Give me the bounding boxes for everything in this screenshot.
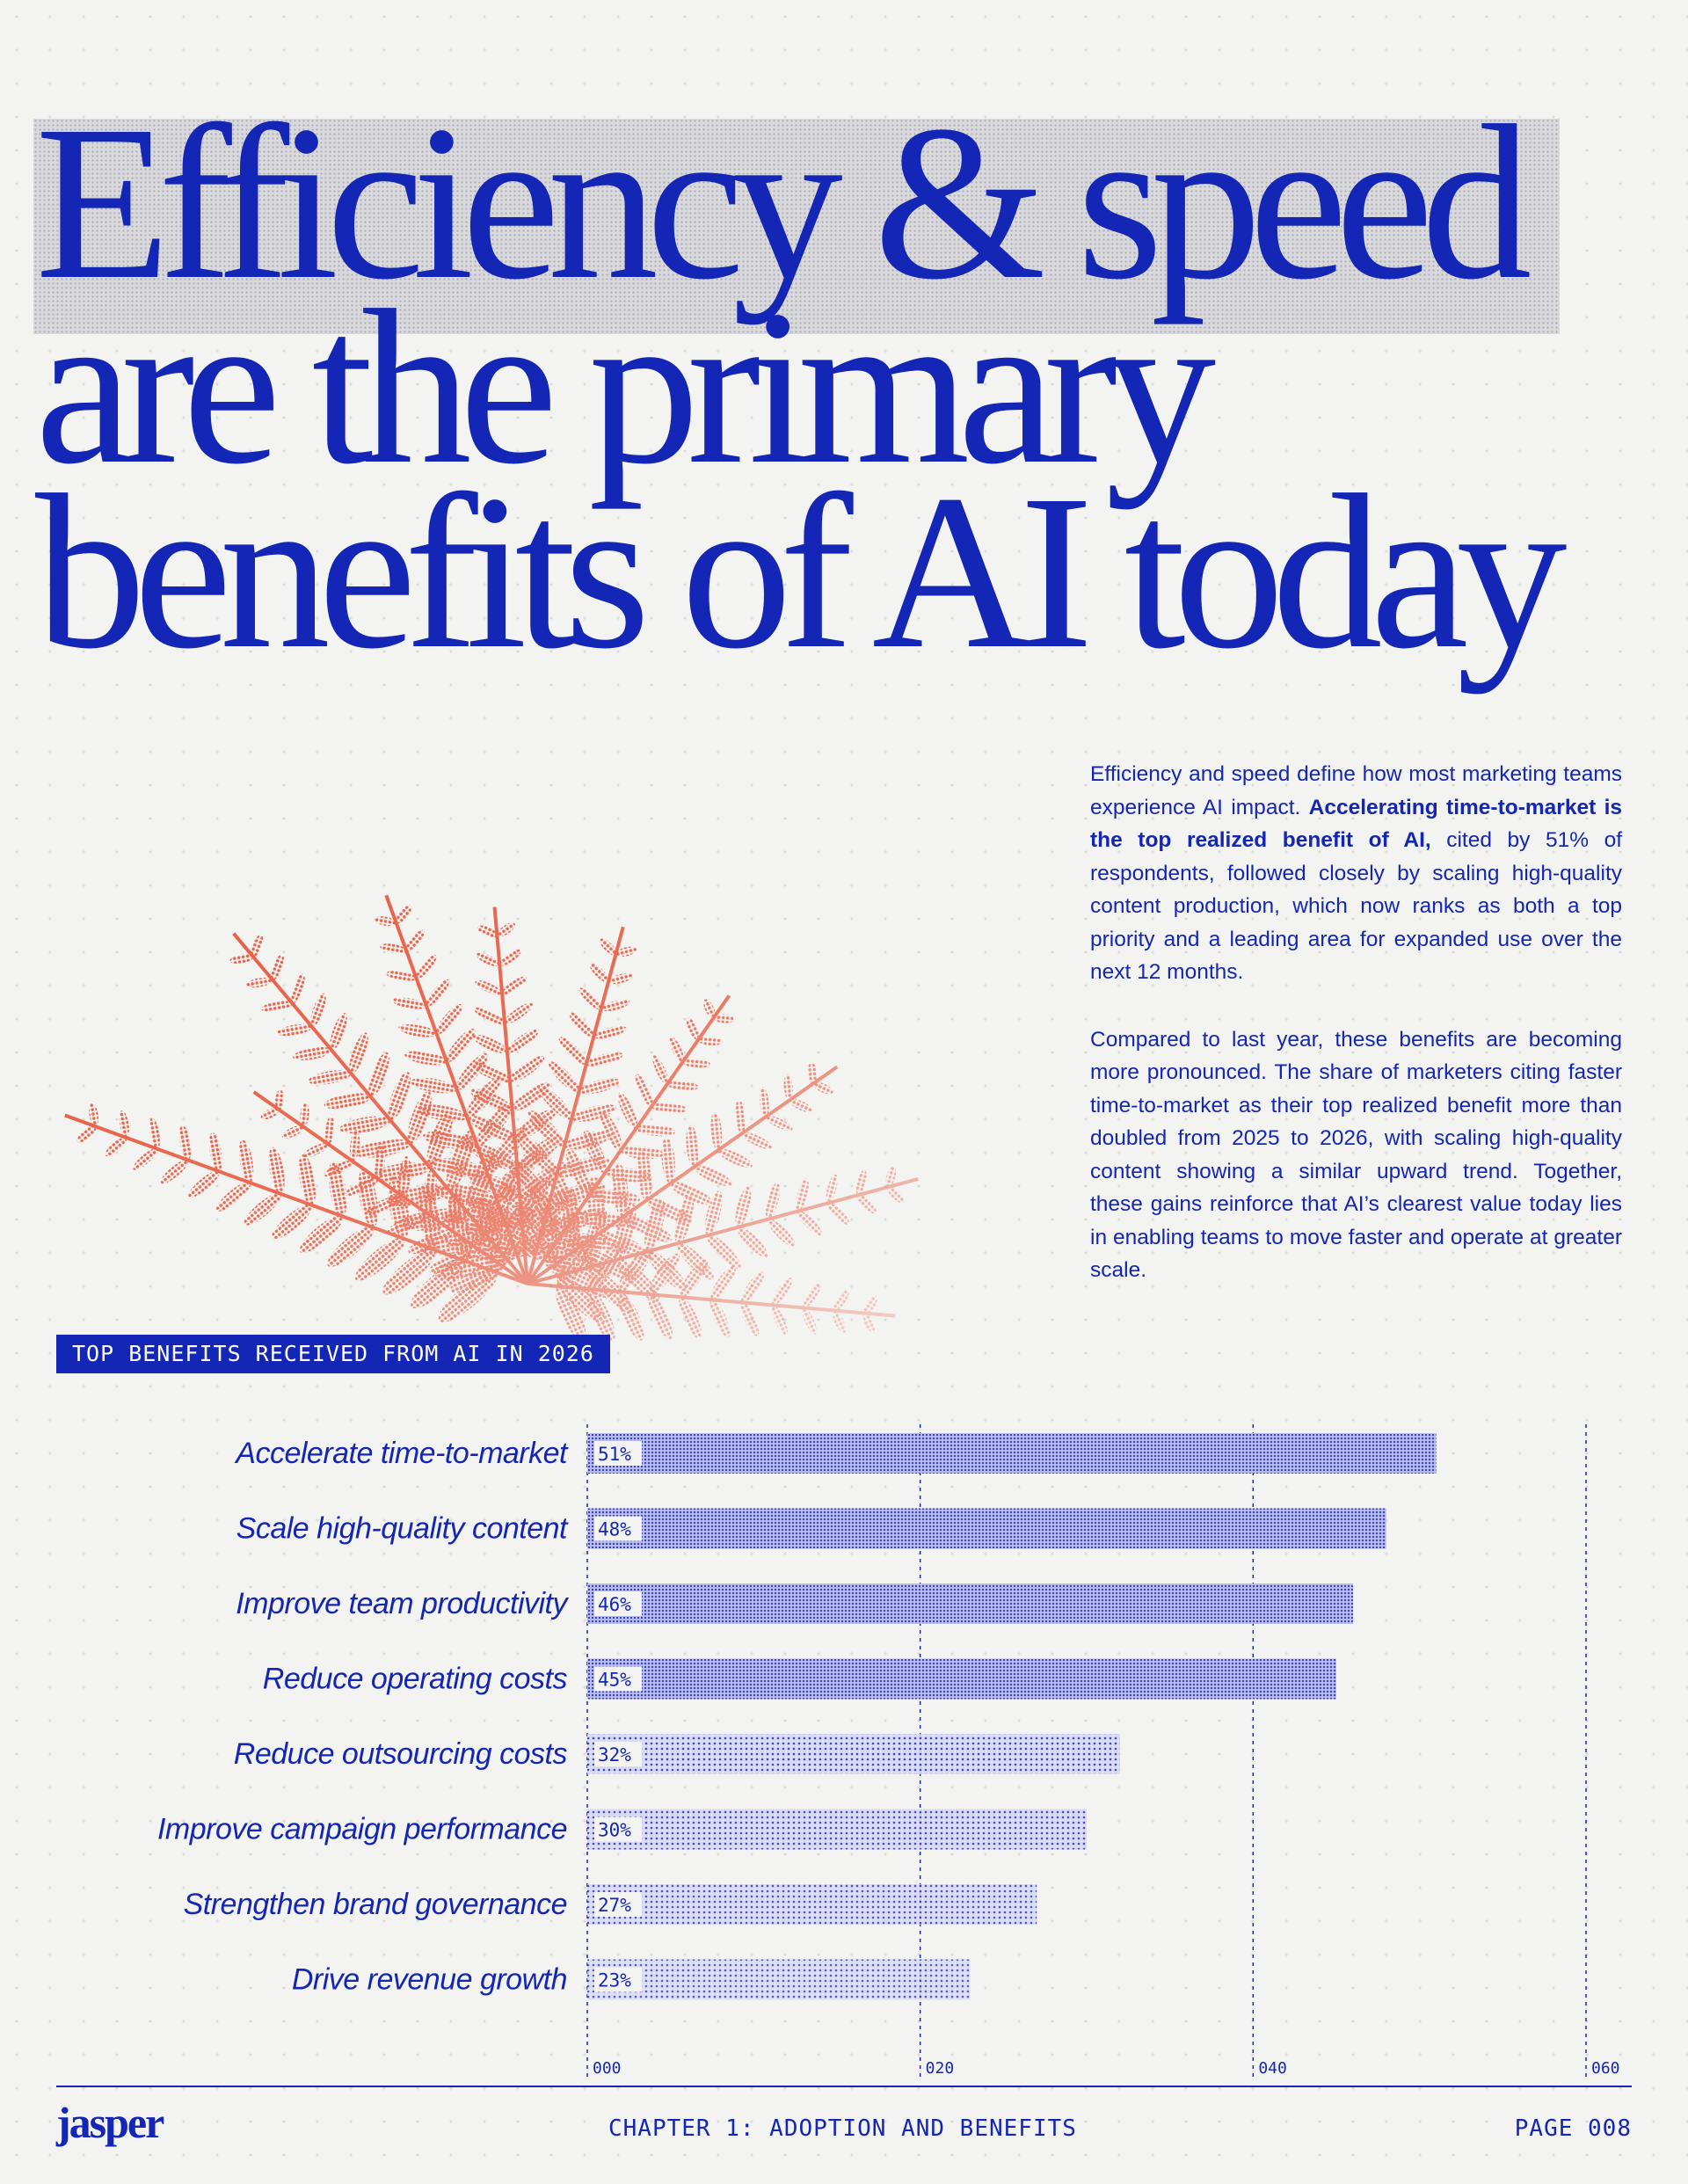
category-label: Strengthen brand governance [183, 1888, 567, 1921]
body-p1-c: cited by 51% of respondents, followed closely by scaling high-quality content production, which now ranks as both a top priority and a leading area for expanded use over the next 12 months. [1090, 828, 1622, 984]
bar [587, 1583, 1353, 1624]
body-p1-a: Efficiency and speed define how most marketing teams experience AI impact. [1090, 762, 1622, 819]
body-text [1090, 758, 1622, 1321]
fern-leaflet [506, 1052, 548, 1086]
fern-leaflet [706, 1297, 734, 1339]
category-label: Reduce outsourcing costs [233, 1737, 567, 1771]
fern-leaflet [666, 1080, 699, 1092]
headline-line-2: are the primary [35, 264, 1204, 510]
fern-leaflet [800, 1282, 824, 1311]
fern-leaflet [675, 1294, 706, 1341]
x-tick-label: 040 [1258, 2059, 1287, 2078]
fern-leaflet [759, 1087, 770, 1117]
jasper-logo: jasper [56, 2098, 164, 2147]
chapter-label: CHAPTER 1: ADOPTION AND BENEFITS [608, 2115, 1077, 2142]
fern-leaflet [659, 1137, 677, 1183]
fern-leaflet [276, 1022, 313, 1038]
fern-leaflet [733, 1223, 771, 1261]
fern-leaflet [685, 1125, 701, 1168]
bar [587, 1960, 970, 2000]
fern-leaflet [504, 1026, 541, 1057]
bar [587, 1734, 1120, 1774]
fern-leaflet [636, 1123, 676, 1138]
fern-leaflet [545, 1058, 583, 1096]
fern-leaflet [470, 1031, 509, 1057]
headline [35, 79, 1662, 695]
bar [587, 1809, 1087, 1850]
fern-leaflet [323, 1090, 372, 1112]
fern-leaflet [410, 1075, 458, 1096]
value-label: 48% [598, 1518, 631, 1540]
value-label: 30% [598, 1819, 631, 1841]
bar [587, 1433, 1437, 1474]
bar-chart [0, 1398, 1688, 2084]
fern-leaflet [707, 1263, 740, 1303]
bar [587, 1884, 1037, 1925]
category-label: Improve campaign performance [156, 1812, 567, 1846]
body-paragraph-2: Compared to last year, these benefits are becoming more pronounced. The share of marketers citing faster time-to-market as their top realized benefit more than doubled from 2025 to 2026, with scaling high-quality content showing a similar upward trend. Together, these gains reinforce that AI’s clearest value today lies in enabling teams to move faster and operate at greater scale. [1090, 1027, 1622, 1282]
chart-title: TOP BENEFITS RECEIVED FROM AI IN 2026 [56, 1335, 610, 1373]
fern-leaflet [769, 1276, 796, 1308]
value-label: 32% [598, 1744, 631, 1765]
category-label: Improve team productivity [236, 1587, 567, 1620]
fern-leaflet [644, 1292, 677, 1343]
category-label: Reduce operating costs [262, 1662, 567, 1696]
x-tick-label: 000 [593, 2059, 622, 2078]
fern-leaflet [266, 1146, 287, 1195]
fern-leaflet [738, 1269, 768, 1306]
fern-leaflet [502, 1000, 535, 1027]
fern-leaflet [338, 1113, 392, 1137]
value-label: 45% [598, 1669, 631, 1691]
value-label: 51% [598, 1444, 631, 1465]
fern-leaflet [734, 1099, 746, 1133]
value-label: 27% [598, 1895, 631, 1916]
category-label: Drive revenue growth [291, 1962, 567, 1997]
bar [587, 1659, 1336, 1700]
headline-line-1: Efficiency & speed [35, 79, 1520, 325]
fern-leaflet [613, 1288, 649, 1343]
fern-illustration [35, 721, 950, 1354]
fern-leaflet [383, 1069, 415, 1123]
footer-divider [56, 2086, 1632, 2087]
headline-line-3: benefits of AI today [35, 448, 1555, 695]
fern-leaflet [651, 1102, 688, 1115]
category-label: Accelerate time-to-market [236, 1437, 567, 1470]
fern-leaflet [499, 973, 528, 998]
fern-leaflet [295, 1154, 318, 1206]
category-label: Scale high-quality content [236, 1511, 567, 1546]
page-number: PAGE 008 [1514, 2115, 1632, 2142]
value-label: 46% [598, 1594, 631, 1615]
fern-leaflet [292, 1045, 333, 1063]
fern-leaflet [709, 1112, 724, 1151]
fern-leaflet [472, 1004, 507, 1027]
fern-leaflet [349, 1129, 361, 1161]
x-tick-label: 020 [925, 2059, 955, 2078]
body-p1-bold: Accelerating time-to-market is the top realized benefit of AI, [1090, 795, 1623, 852]
fern-leaflet [768, 1303, 790, 1337]
fern-leaflet [307, 1067, 352, 1088]
bar [587, 1509, 1386, 1549]
body-paragraph-1 [1090, 758, 1622, 989]
value-label: 23% [598, 1969, 631, 1991]
fern-leaflet [703, 1231, 745, 1273]
x-tick-label: 060 [1591, 2059, 1620, 2078]
fern-leaflet [738, 1300, 763, 1338]
